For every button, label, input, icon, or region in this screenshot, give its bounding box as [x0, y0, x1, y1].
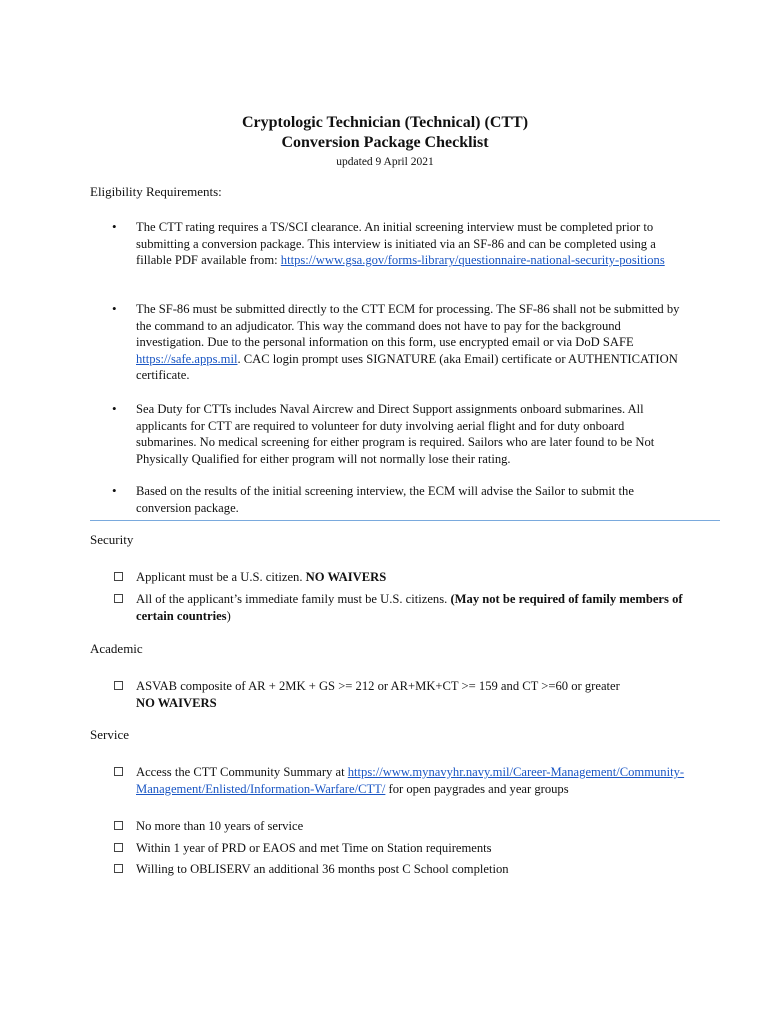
check-text — [136, 591, 686, 624]
academic-heading: Academic — [90, 641, 143, 656]
check-text: No more than 10 years of service — [136, 819, 304, 833]
gsa-forms-link[interactable]: https://www.gsa.gov/forms-library/questionnaire-national-security-positions — [280, 253, 665, 267]
bullet-icon: • — [112, 219, 117, 234]
check-text-body: Access the CTT Community Summary at — [136, 765, 348, 779]
check-text-body: ASVAB composite of AR + 2MK + GS >= 212 or AR+MK+CT >= 159 and CT >=60 or greater — [136, 679, 620, 693]
checkbox[interactable] — [114, 767, 123, 776]
bullet-text: Based on the results of the initial screening interview, the ECM will advise the Sailor to submit the conversion package. — [136, 484, 634, 515]
check-text-body: Applicant must be a U.S. citizen. — [136, 570, 306, 584]
mynavyhr-link[interactable]: https://www.mynavyhr.navy.mil/Career-Management/Community-Management/Enlisted/Information-Warfare/CTT/ — [136, 765, 685, 796]
bullet-text-tail: . CAC login prompt uses SIGNATURE (aka Email) certificate or AUTHENTICATION certificate. — [136, 351, 678, 382]
check-text-tail: for open paygrades and year groups — [385, 781, 569, 796]
bullet-text-body: The CTT rating requires a TS/SCI clearance. An initial screening interview must be completed prior to submitting a conversion package. This interview is initiated via an SF-86 and can be completed using a fillable PDF available from: — [136, 220, 656, 267]
checkbox[interactable] — [114, 821, 123, 830]
section-divider — [90, 520, 720, 521]
checkbox[interactable] — [114, 572, 123, 581]
checkbox[interactable] — [114, 594, 123, 603]
check-text — [136, 764, 686, 797]
checkbox[interactable] — [114, 843, 123, 852]
check-text-tail: ) — [226, 608, 231, 623]
bullet-icon: • — [112, 301, 117, 316]
service-heading: Service — [90, 727, 129, 742]
no-waivers-label: NO WAIVERS — [136, 695, 217, 710]
page-title: Cryptologic Technician (Technical) (CTT) — [241, 114, 529, 131]
check-text — [136, 678, 686, 711]
security-heading: Security — [90, 532, 134, 547]
checkbox[interactable] — [114, 864, 123, 873]
no-waivers-label: NO WAIVERS — [305, 570, 387, 584]
bullet-text — [136, 219, 684, 269]
check-text: Within 1 year of PRD or EAOS and met Time on Station requirements — [136, 841, 492, 855]
bullet-text-body: The SF-86 must be submitted directly to the CTT ECM for processing. The SF-86 shall not be submitted by the command to an adjudicator. This way the command does not have to pay for the background investigation. Due to the personal information on this form, use encrypted email or via DoD SAFE — [136, 302, 680, 349]
bullet-icon: • — [112, 401, 117, 416]
dod-safe-link[interactable]: https://safe.apps.mil — [136, 351, 238, 366]
check-text: Willing to OBLISERV an additional 36 months post C School completion — [136, 862, 509, 876]
bullet-text — [136, 301, 684, 384]
updated-date: updated 9 April 2021 — [336, 156, 434, 168]
checkbox[interactable] — [114, 681, 123, 690]
eligibility-heading: Eligibility Requirements: — [90, 184, 222, 199]
check-text — [136, 569, 686, 586]
bullet-text: Sea Duty for CTTs includes Naval Aircrew and Direct Support assignments onboard submarines. All applicants for CTT are required to volunteer for duty involving aerial flight and for duty onboard submarines. No medical screening for either program is required. Sailors who are later found to be Not Physically Qualified for either program will not normally lose their rating. — [136, 402, 655, 466]
bullet-icon: • — [112, 483, 117, 498]
check-text-body: All of the applicant’s immediate family must be U.S. citizens. — [136, 592, 451, 606]
page-subtitle: Conversion Package Checklist — [281, 134, 489, 151]
family-exception-note: (May not be required of family members of certain countries — [136, 592, 683, 623]
